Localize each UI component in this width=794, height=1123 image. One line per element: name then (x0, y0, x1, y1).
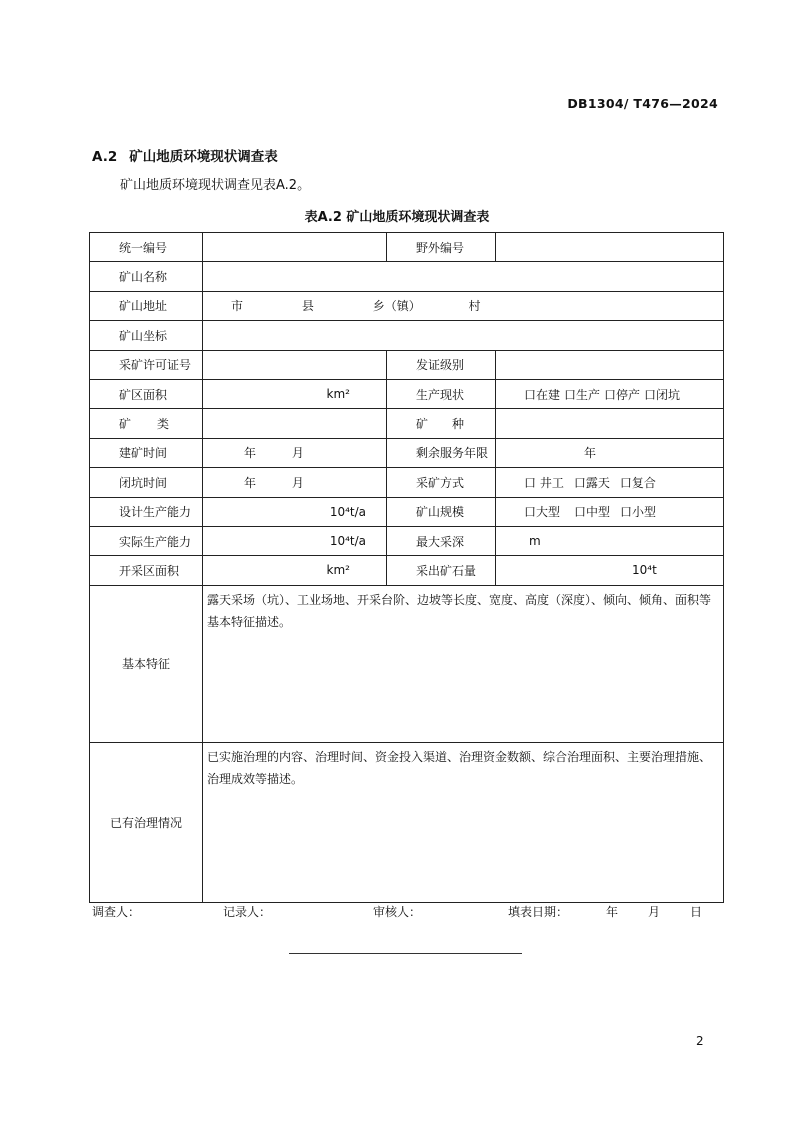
mining-area-label: 开采区面积 (90, 556, 203, 585)
actual-capacity-unit: 10⁴t/a (329, 534, 366, 549)
mine-coord-label: 矿山坐标 (90, 321, 203, 350)
fill-date-label: 填表日期： (508, 905, 569, 919)
end-rule (289, 953, 522, 954)
max-depth-cell[interactable] (496, 526, 724, 555)
max-depth-unit: m (529, 534, 541, 549)
reviewer-label: 审核人： (373, 905, 422, 919)
existing-treatment-label: 已有治理情况 (90, 742, 203, 902)
scale-option-large[interactable]: 口大型 (524, 505, 561, 520)
design-capacity-cell[interactable] (203, 497, 387, 526)
document-code: DB1304/ T476—2024 (567, 96, 718, 111)
table-row (90, 526, 724, 555)
area-label: 矿区面积 (90, 379, 203, 408)
fill-date-year: 年 (606, 905, 619, 919)
unified-id-label: 统一编号 (90, 233, 203, 262)
fill-date-day: 日 (690, 905, 703, 919)
field-id-cell[interactable] (496, 233, 724, 262)
status-option-producing[interactable]: 口生产 (564, 387, 601, 402)
unified-id-cell[interactable] (203, 233, 387, 262)
actual-capacity-cell[interactable] (203, 526, 387, 555)
table-row (90, 438, 724, 467)
status-option-halted[interactable]: 口停产 (604, 387, 641, 402)
table-row (90, 379, 724, 408)
area-unit: km² (326, 387, 350, 402)
mining-method-label: 采矿方式 (387, 468, 496, 497)
max-depth-label: 最大采深 (387, 526, 496, 555)
design-capacity-label: 设计生产能力 (90, 497, 203, 526)
recorder-label: 记录人： (223, 905, 272, 919)
table-row (90, 468, 724, 497)
mine-class-label: 矿 类 (90, 409, 203, 438)
table-row (90, 291, 724, 320)
fill-date-month: 月 (648, 905, 661, 919)
mineral-cell[interactable] (496, 409, 724, 438)
method-option-underground[interactable]: 口 井工 (524, 475, 564, 490)
mine-address-cell[interactable] (203, 291, 724, 320)
mineral-label: 矿 种 (387, 409, 496, 438)
table-row (90, 262, 724, 291)
section-number: A.2 (92, 149, 118, 165)
ore-output-label: 采出矿石量 (387, 556, 496, 585)
close-time-label: 闭坑时间 (90, 468, 203, 497)
mine-name-label: 矿山名称 (90, 262, 203, 291)
build-time-cell[interactable] (203, 438, 387, 467)
mining-area-cell[interactable] (203, 556, 387, 585)
table-row (90, 409, 724, 438)
table-row (90, 497, 724, 526)
permit-cell[interactable] (203, 350, 387, 379)
close-time-cell[interactable] (203, 468, 387, 497)
status-option-building[interactable]: 口在建 (524, 387, 561, 402)
addr-town: 乡（镇） (372, 299, 421, 314)
remaining-service-cell[interactable] (496, 438, 724, 467)
addr-village: 村 (468, 299, 481, 314)
mine-name-cell[interactable] (203, 262, 724, 291)
mine-address-label: 矿山地址 (90, 291, 203, 320)
scale-option-small[interactable]: 口小型 (620, 505, 657, 520)
mine-scale-cell (496, 497, 724, 526)
table-row (90, 585, 724, 742)
build-time-label: 建矿时间 (90, 438, 203, 467)
section-title: 矿山地质环境现状调查表 (129, 149, 278, 165)
area-cell[interactable] (203, 379, 387, 408)
ore-output-cell[interactable] (496, 556, 724, 585)
table-row (90, 233, 724, 262)
build-month-unit: 月 (291, 446, 304, 461)
method-option-open-pit[interactable]: 口露天 (573, 475, 610, 490)
addr-county: 县 (301, 299, 314, 314)
intro-text: 矿山地质环境现状调查见表A.2。 (120, 178, 311, 193)
status-option-closed[interactable]: 口闭坑 (644, 387, 681, 402)
addr-city: 市 (231, 299, 244, 314)
remaining-service-label: 剩余服务年限 (387, 438, 496, 467)
issue-level-cell[interactable] (496, 350, 724, 379)
section-heading (92, 145, 278, 165)
basic-features-cell[interactable]: 露天采场（坑）、工业场地、开采台阶、边坡等长度、宽度、高度（深度）、倾向、倾角、面积等基本特征描述。 (203, 585, 724, 742)
table-row (90, 556, 724, 585)
mining-method-cell (496, 468, 724, 497)
design-capacity-unit: 10⁴t/a (329, 504, 366, 519)
issue-level-label: 发证级别 (387, 350, 496, 379)
mining-area-unit: km² (326, 563, 350, 578)
permit-label: 采矿许可证号 (90, 350, 203, 379)
status-label: 生产现状 (387, 379, 496, 408)
page-number: 2 (696, 1034, 704, 1048)
method-option-combined[interactable]: 口复合 (619, 475, 656, 490)
basic-features-label: 基本特征 (90, 585, 203, 742)
mine-scale-label: 矿山规模 (387, 497, 496, 526)
table-title: 表A.2 矿山地质环境现状调查表 (304, 210, 490, 225)
status-cell (496, 379, 724, 408)
table-row (90, 350, 724, 379)
survey-table (89, 232, 724, 903)
remaining-year-unit: 年 (584, 446, 597, 461)
actual-capacity-label: 实际生产能力 (90, 526, 203, 555)
ore-output-unit: 10⁴t (632, 563, 657, 578)
close-year-unit: 年 (244, 475, 257, 490)
build-year-unit: 年 (244, 446, 257, 461)
investigator-label: 调查人： (92, 905, 141, 919)
field-id-label: 野外编号 (387, 233, 496, 262)
mine-coord-cell[interactable] (203, 321, 724, 350)
existing-treatment-cell[interactable]: 已实施治理的内容、治理时间、资金投入渠道、治理资金数额、综合治理面积、主要治理措施、治理成效等描述。 (203, 742, 724, 902)
table-row (90, 321, 724, 350)
close-month-unit: 月 (291, 475, 304, 490)
table-row (90, 742, 724, 902)
mine-class-cell[interactable] (203, 409, 387, 438)
scale-option-medium[interactable]: 口中型 (574, 505, 611, 520)
